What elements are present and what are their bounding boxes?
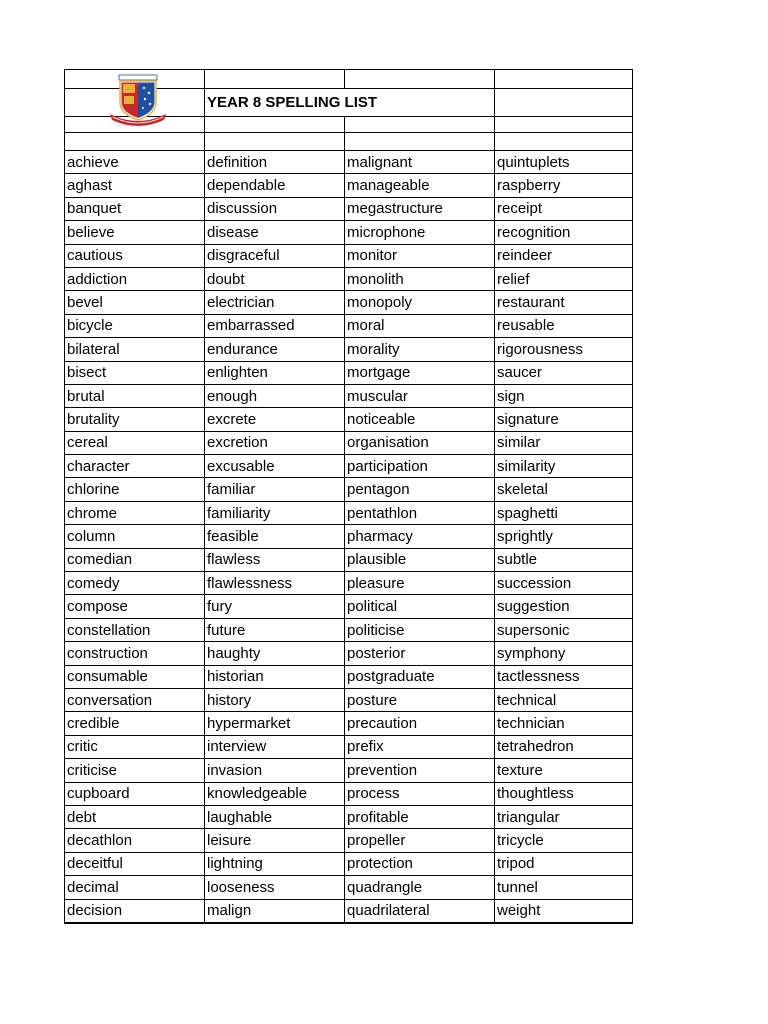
word-row [65, 455, 633, 478]
word-cell: mortgage [345, 361, 495, 384]
word-cell: fury [205, 595, 345, 618]
word-cell: morality [345, 338, 495, 361]
word-cell: endurance [205, 338, 345, 361]
word-cell: definition [205, 151, 345, 174]
word-cell: addiction [65, 267, 205, 290]
word-cell: constellation [65, 618, 205, 641]
word-cell: credible [65, 712, 205, 735]
word-cell: subtle [495, 548, 633, 571]
word-cell: criticise [65, 759, 205, 782]
word-row [65, 572, 633, 595]
empty-cell [345, 117, 495, 133]
word-cell: sprightly [495, 525, 633, 548]
word-cell: laughable [205, 805, 345, 828]
word-cell: microphone [345, 221, 495, 244]
word-cell: malign [205, 899, 345, 923]
empty-cell [495, 70, 633, 89]
spelling-list-table [64, 69, 633, 924]
word-row [65, 501, 633, 524]
word-cell: politicise [345, 618, 495, 641]
word-cell: leisure [205, 829, 345, 852]
word-cell: monopoly [345, 291, 495, 314]
word-cell: pharmacy [345, 525, 495, 548]
word-cell: skeletal [495, 478, 633, 501]
word-cell: looseness [205, 876, 345, 899]
page-title: YEAR 8 SPELLING LIST [205, 89, 495, 117]
word-cell: flawless [205, 548, 345, 571]
word-cell: texture [495, 759, 633, 782]
word-row [65, 688, 633, 711]
empty-cell [205, 133, 345, 151]
word-cell: propeller [345, 829, 495, 852]
word-cell: bilateral [65, 338, 205, 361]
word-cell: future [205, 618, 345, 641]
word-row [65, 244, 633, 267]
word-cell: cautious [65, 244, 205, 267]
word-row [65, 548, 633, 571]
word-cell: triangular [495, 805, 633, 828]
word-cell: excrete [205, 408, 345, 431]
word-cell: suggestion [495, 595, 633, 618]
crest-cell [65, 89, 205, 117]
word-cell: similarity [495, 455, 633, 478]
empty-cell [205, 70, 345, 89]
word-row [65, 384, 633, 407]
word-row [65, 712, 633, 735]
word-cell: process [345, 782, 495, 805]
word-cell: megastructure [345, 197, 495, 220]
word-cell: invasion [205, 759, 345, 782]
word-row [65, 618, 633, 641]
word-cell: chrome [65, 501, 205, 524]
word-cell: bisect [65, 361, 205, 384]
word-cell: thoughtless [495, 782, 633, 805]
word-cell: quintuplets [495, 151, 633, 174]
word-cell: debt [65, 805, 205, 828]
word-row [65, 338, 633, 361]
word-cell: brutality [65, 408, 205, 431]
word-cell: deceitful [65, 852, 205, 875]
word-cell: posture [345, 688, 495, 711]
word-cell: raspberry [495, 174, 633, 197]
word-cell: quadrangle [345, 876, 495, 899]
word-cell: rigorousness [495, 338, 633, 361]
word-cell: achieve [65, 151, 205, 174]
word-cell: political [345, 595, 495, 618]
word-cell: haughty [205, 642, 345, 665]
word-cell: disease [205, 221, 345, 244]
empty-cell [345, 133, 495, 151]
word-cell: aghast [65, 174, 205, 197]
word-row [65, 829, 633, 852]
word-row [65, 431, 633, 454]
word-cell: compose [65, 595, 205, 618]
word-cell: knowledgeable [205, 782, 345, 805]
word-cell: pentagon [345, 478, 495, 501]
word-cell: cereal [65, 431, 205, 454]
word-row [65, 665, 633, 688]
word-cell: construction [65, 642, 205, 665]
word-cell: spaghetti [495, 501, 633, 524]
word-row [65, 782, 633, 805]
word-cell: reindeer [495, 244, 633, 267]
empty-cell [65, 133, 205, 151]
word-cell: brutal [65, 384, 205, 407]
word-cell: recognition [495, 221, 633, 244]
word-cell: tripod [495, 852, 633, 875]
word-cell: column [65, 525, 205, 548]
word-row [65, 735, 633, 758]
word-cell: receipt [495, 197, 633, 220]
word-cell: symphony [495, 642, 633, 665]
word-cell: protection [345, 852, 495, 875]
word-cell: quadrilateral [345, 899, 495, 923]
word-row [65, 595, 633, 618]
word-row [65, 291, 633, 314]
word-cell: decimal [65, 876, 205, 899]
word-cell: restaurant [495, 291, 633, 314]
word-cell: weight [495, 899, 633, 923]
word-cell: flawlessness [205, 572, 345, 595]
word-cell: dependable [205, 174, 345, 197]
word-cell: malignant [345, 151, 495, 174]
title-row [65, 89, 633, 117]
word-cell: succession [495, 572, 633, 595]
blank-row [65, 133, 633, 151]
word-row [65, 899, 633, 923]
word-cell: doubt [205, 267, 345, 290]
word-cell: enlighten [205, 361, 345, 384]
word-row [65, 151, 633, 174]
word-cell: plausible [345, 548, 495, 571]
word-cell: participation [345, 455, 495, 478]
word-cell: enough [205, 384, 345, 407]
word-row [65, 174, 633, 197]
word-row [65, 876, 633, 899]
word-row [65, 852, 633, 875]
word-cell: supersonic [495, 618, 633, 641]
word-row [65, 221, 633, 244]
word-cell: interview [205, 735, 345, 758]
word-cell: decision [65, 899, 205, 923]
word-cell: disgraceful [205, 244, 345, 267]
empty-cell [495, 133, 633, 151]
word-cell: posterior [345, 642, 495, 665]
word-cell: sign [495, 384, 633, 407]
word-cell: bevel [65, 291, 205, 314]
word-cell: familiar [205, 478, 345, 501]
empty-cell [345, 70, 495, 89]
word-cell: believe [65, 221, 205, 244]
word-cell: prevention [345, 759, 495, 782]
word-cell: historian [205, 665, 345, 688]
word-cell: comedian [65, 548, 205, 571]
empty-cell [495, 89, 633, 117]
word-cell: reusable [495, 314, 633, 337]
word-cell: tactlessness [495, 665, 633, 688]
word-row [65, 525, 633, 548]
word-cell: hypermarket [205, 712, 345, 735]
word-cell: feasible [205, 525, 345, 548]
word-cell: discussion [205, 197, 345, 220]
word-row [65, 805, 633, 828]
word-cell: similar [495, 431, 633, 454]
word-cell: relief [495, 267, 633, 290]
word-row [65, 197, 633, 220]
word-row [65, 314, 633, 337]
word-cell: critic [65, 735, 205, 758]
word-cell: excusable [205, 455, 345, 478]
word-cell: manageable [345, 174, 495, 197]
word-cell: tunnel [495, 876, 633, 899]
word-cell: excretion [205, 431, 345, 454]
word-cell: pleasure [345, 572, 495, 595]
word-cell: pentathlon [345, 501, 495, 524]
word-cell: tetrahedron [495, 735, 633, 758]
word-cell: familiarity [205, 501, 345, 524]
word-row [65, 267, 633, 290]
empty-cell [205, 117, 345, 133]
word-cell: history [205, 688, 345, 711]
word-cell: decathlon [65, 829, 205, 852]
word-cell: noticeable [345, 408, 495, 431]
word-cell: technician [495, 712, 633, 735]
word-cell: technical [495, 688, 633, 711]
empty-cell [495, 117, 633, 133]
word-cell: postgraduate [345, 665, 495, 688]
word-cell: monolith [345, 267, 495, 290]
word-cell: lightning [205, 852, 345, 875]
word-cell: embarrassed [205, 314, 345, 337]
word-cell: character [65, 455, 205, 478]
word-cell: tricycle [495, 829, 633, 852]
word-cell: electrician [205, 291, 345, 314]
word-cell: moral [345, 314, 495, 337]
word-cell: conversation [65, 688, 205, 711]
word-cell: saucer [495, 361, 633, 384]
word-cell: organisation [345, 431, 495, 454]
word-cell: monitor [345, 244, 495, 267]
word-cell: banquet [65, 197, 205, 220]
school-crest-icon [109, 74, 167, 126]
word-row [65, 361, 633, 384]
word-cell: signature [495, 408, 633, 431]
word-cell: consumable [65, 665, 205, 688]
word-cell: profitable [345, 805, 495, 828]
word-cell: bicycle [65, 314, 205, 337]
word-row [65, 759, 633, 782]
word-cell: chlorine [65, 478, 205, 501]
word-cell: cupboard [65, 782, 205, 805]
word-row [65, 642, 633, 665]
word-cell: precaution [345, 712, 495, 735]
word-cell: prefix [345, 735, 495, 758]
word-row [65, 478, 633, 501]
word-cell: muscular [345, 384, 495, 407]
word-row [65, 408, 633, 431]
word-cell: comedy [65, 572, 205, 595]
